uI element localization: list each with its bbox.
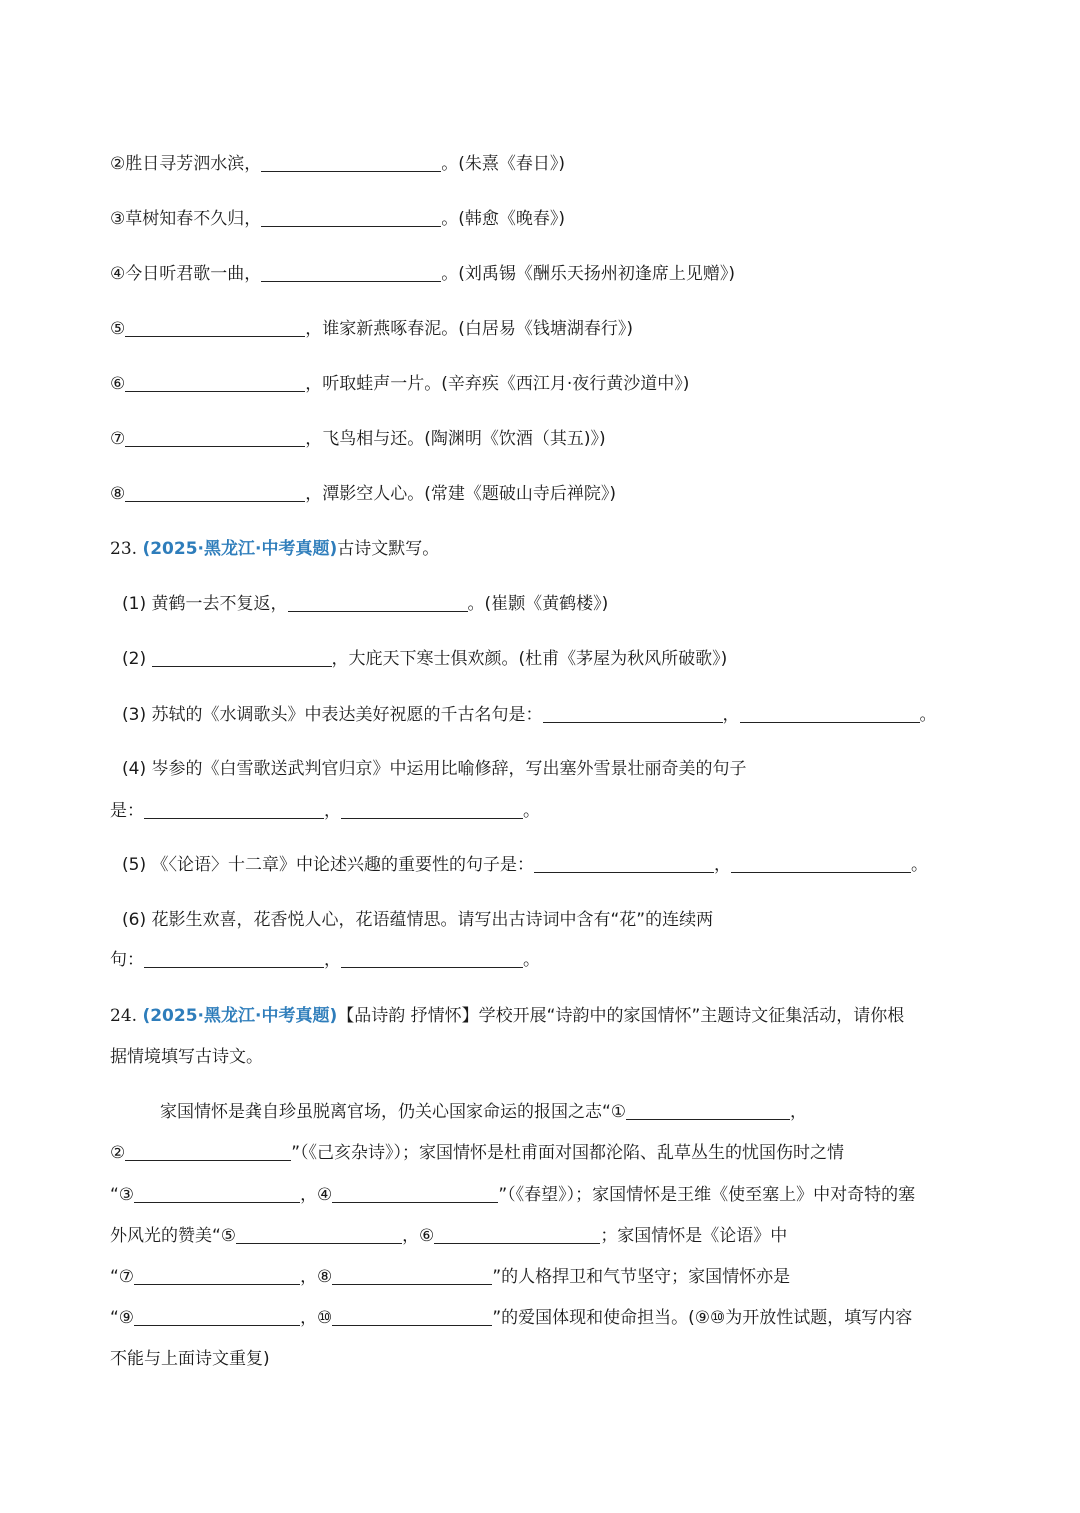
item-text-after: ，飞鸟相与还。(陶渊明《饮酒（其五)》)	[305, 429, 606, 449]
item-text-after: 。(韩愈《晚春》)	[441, 209, 566, 229]
para-text: “③	[110, 1185, 135, 1205]
q24-para-line-3	[110, 1183, 915, 1207]
answer-blank[interactable]	[236, 1225, 402, 1244]
q23-sub-6	[122, 908, 713, 932]
source-tag: (2025·黑龙江·中考真题)	[142, 1006, 338, 1026]
answer-blank[interactable]	[125, 373, 305, 392]
answer-blank[interactable]	[534, 854, 714, 873]
para-text: ，⑩	[300, 1308, 333, 1328]
q24-para-line-1	[160, 1100, 807, 1124]
source-tag: (2025·黑龙江·中考真题)	[142, 539, 338, 559]
q23-sub-4-cont	[110, 799, 540, 823]
answer-blank[interactable]	[134, 1184, 300, 1203]
item-number: ②	[110, 154, 126, 174]
answer-blank[interactable]	[434, 1225, 600, 1244]
sub-text-mid: ，	[324, 801, 341, 821]
sub-label: (2)	[122, 649, 147, 669]
answer-blank[interactable]	[134, 1266, 300, 1285]
sub-text-before: 苏轼的《水调歌头》中表达美好祝愿的千古名句是：	[151, 705, 543, 725]
question-number: 24.	[110, 1006, 138, 1026]
q23-sub-3	[122, 703, 937, 727]
question-23-header	[110, 537, 439, 561]
poem-item-6	[110, 372, 689, 396]
answer-blank[interactable]	[740, 704, 920, 723]
sub-label: (1)	[122, 594, 147, 614]
poem-item-3	[110, 207, 565, 231]
para-text: 不能与上面诗文重复)	[110, 1349, 270, 1369]
answer-blank[interactable]	[341, 800, 523, 819]
answer-blank[interactable]	[543, 704, 723, 723]
para-text: ”（《己亥杂诗》）；家国情怀是杜甫面对国都沦陷、乱草丛生的忧国伤时之情	[291, 1143, 845, 1163]
answer-blank[interactable]	[125, 318, 305, 337]
answer-blank[interactable]	[261, 153, 441, 172]
q23-sub-2	[122, 647, 727, 671]
para-text: ”的爱国体现和使命担当。(⑨⑩为开放性试题，填写内容	[492, 1308, 913, 1328]
q23-sub-4	[122, 757, 747, 781]
item-text-after: 。(刘禹锡《酬乐天扬州初逢席上见赠》)	[441, 264, 736, 284]
q24-para-line-6	[110, 1306, 912, 1330]
question-title: 古诗文默写。	[337, 539, 440, 559]
sub-text-before: 《〈论语〉十二章》中论述兴趣的重要性的句子是：	[151, 855, 534, 875]
question-title-cont: 据情境填写古诗文。	[110, 1047, 263, 1067]
sub-text-after: 。	[919, 705, 937, 725]
sub-text-after: 。	[523, 801, 540, 821]
para-text: ，④	[300, 1185, 333, 1205]
answer-blank[interactable]	[341, 949, 523, 968]
sub-text-before: 句：	[110, 950, 144, 970]
para-text: ②	[110, 1143, 126, 1163]
item-text-after: ，谁家新燕啄春泥。(白居易《钱塘湖春行》)	[305, 319, 634, 339]
item-number: ⑦	[110, 429, 126, 449]
para-text: 外风光的赞美“⑤	[110, 1226, 237, 1246]
sub-label: (6)	[122, 910, 147, 930]
sub-text: 岑参的《白雪歌送武判官归京》中运用比喻修辞，写出塞外雪景壮丽奇美的句子	[151, 759, 747, 779]
sub-text-after: 。	[911, 855, 928, 875]
para-text: ”（《春望》）；家国情怀是王维《使至塞上》中对奇特的塞	[498, 1185, 916, 1205]
answer-blank[interactable]	[144, 800, 324, 819]
sub-label: (3)	[122, 705, 147, 725]
item-text-after: ，潭影空人心。(常建《题破山寺后禅院》)	[305, 484, 617, 504]
para-text: ，⑥	[402, 1226, 435, 1246]
item-number: ④	[110, 264, 126, 284]
poem-item-5	[110, 317, 633, 341]
para-text: ”的人格捍卫和气节坚守；家国情怀亦是	[492, 1267, 791, 1287]
sub-text-before: 是：	[110, 801, 144, 821]
sub-text-after: ，大庇天下寒士俱欢颜。(杜甫《茅屋为秋风所破歌》)	[331, 649, 728, 669]
answer-blank[interactable]	[152, 648, 332, 667]
poem-item-4	[110, 262, 735, 286]
para-text: “⑨	[110, 1308, 135, 1328]
sub-label: (4)	[122, 759, 147, 779]
poem-item-7	[110, 427, 606, 451]
item-text-before: 草树知春不久归，	[125, 209, 262, 229]
question-24-header-cont	[110, 1045, 263, 1069]
sub-text-mid: ，	[324, 950, 341, 970]
answer-blank[interactable]	[125, 1142, 291, 1161]
sub-label: (5)	[122, 855, 147, 875]
question-number: 23.	[110, 539, 138, 559]
para-text: 家国情怀是龚自珍虽脱离官场，仍关心国家命运的报国之志“①	[160, 1102, 627, 1122]
item-number: ⑧	[110, 484, 126, 504]
q24-para-line-2	[110, 1141, 844, 1165]
sub-text-mid: ，	[714, 855, 731, 875]
question-24-header	[110, 1004, 904, 1028]
sub-text-mid: ，	[722, 705, 740, 725]
para-text: ，	[790, 1102, 808, 1122]
answer-blank[interactable]	[332, 1184, 498, 1203]
item-text-after: ，听取蛙声一片。(辛弃疾《西江月·夜行黄沙道中》)	[305, 374, 690, 394]
answer-blank[interactable]	[134, 1307, 300, 1326]
answer-blank[interactable]	[125, 428, 305, 447]
answer-blank[interactable]	[332, 1266, 492, 1285]
sub-text-after: 。(崔颢《黄鹤楼》)	[467, 594, 609, 614]
poem-item-2	[110, 152, 565, 176]
para-text: ；家国情怀是《论语》中	[600, 1226, 788, 1246]
item-text-before: 胜日寻芳泗水滨，	[125, 154, 262, 174]
q24-para-line-5	[110, 1265, 790, 1289]
answer-blank[interactable]	[144, 949, 324, 968]
answer-blank[interactable]	[731, 854, 911, 873]
para-text: “⑦	[110, 1267, 135, 1287]
item-number: ③	[110, 209, 126, 229]
answer-blank[interactable]	[125, 483, 305, 502]
item-text-before: 今日听君歌一曲，	[125, 264, 262, 284]
answer-blank[interactable]	[332, 1307, 492, 1326]
para-text: ，⑧	[300, 1267, 333, 1287]
item-text-after: 。(朱熹《春日》)	[441, 154, 566, 174]
q24-para-line-4	[110, 1224, 787, 1248]
answer-blank[interactable]	[626, 1101, 790, 1120]
sub-text-after: 。	[523, 950, 540, 970]
q23-sub-1	[122, 592, 608, 616]
sub-text-before: 黄鹤一去不复返，	[151, 594, 288, 614]
sub-text: 花影生欢喜，花香悦人心，花语蕴情思。请写出古诗词中含有“花”的连续两	[151, 910, 714, 930]
q23-sub-6-cont	[110, 948, 540, 972]
answer-blank[interactable]	[261, 263, 441, 282]
question-title: 【品诗韵 抒情怀】学校开展“诗韵中的家国情怀”主题诗文征集活动，请你根	[337, 1006, 905, 1026]
answer-blank[interactable]	[288, 593, 468, 612]
item-number: ⑤	[110, 319, 126, 339]
q24-para-line-7	[110, 1347, 270, 1371]
q23-sub-5	[122, 853, 928, 877]
item-number: ⑥	[110, 374, 126, 394]
poem-item-8	[110, 482, 616, 506]
answer-blank[interactable]	[261, 208, 441, 227]
